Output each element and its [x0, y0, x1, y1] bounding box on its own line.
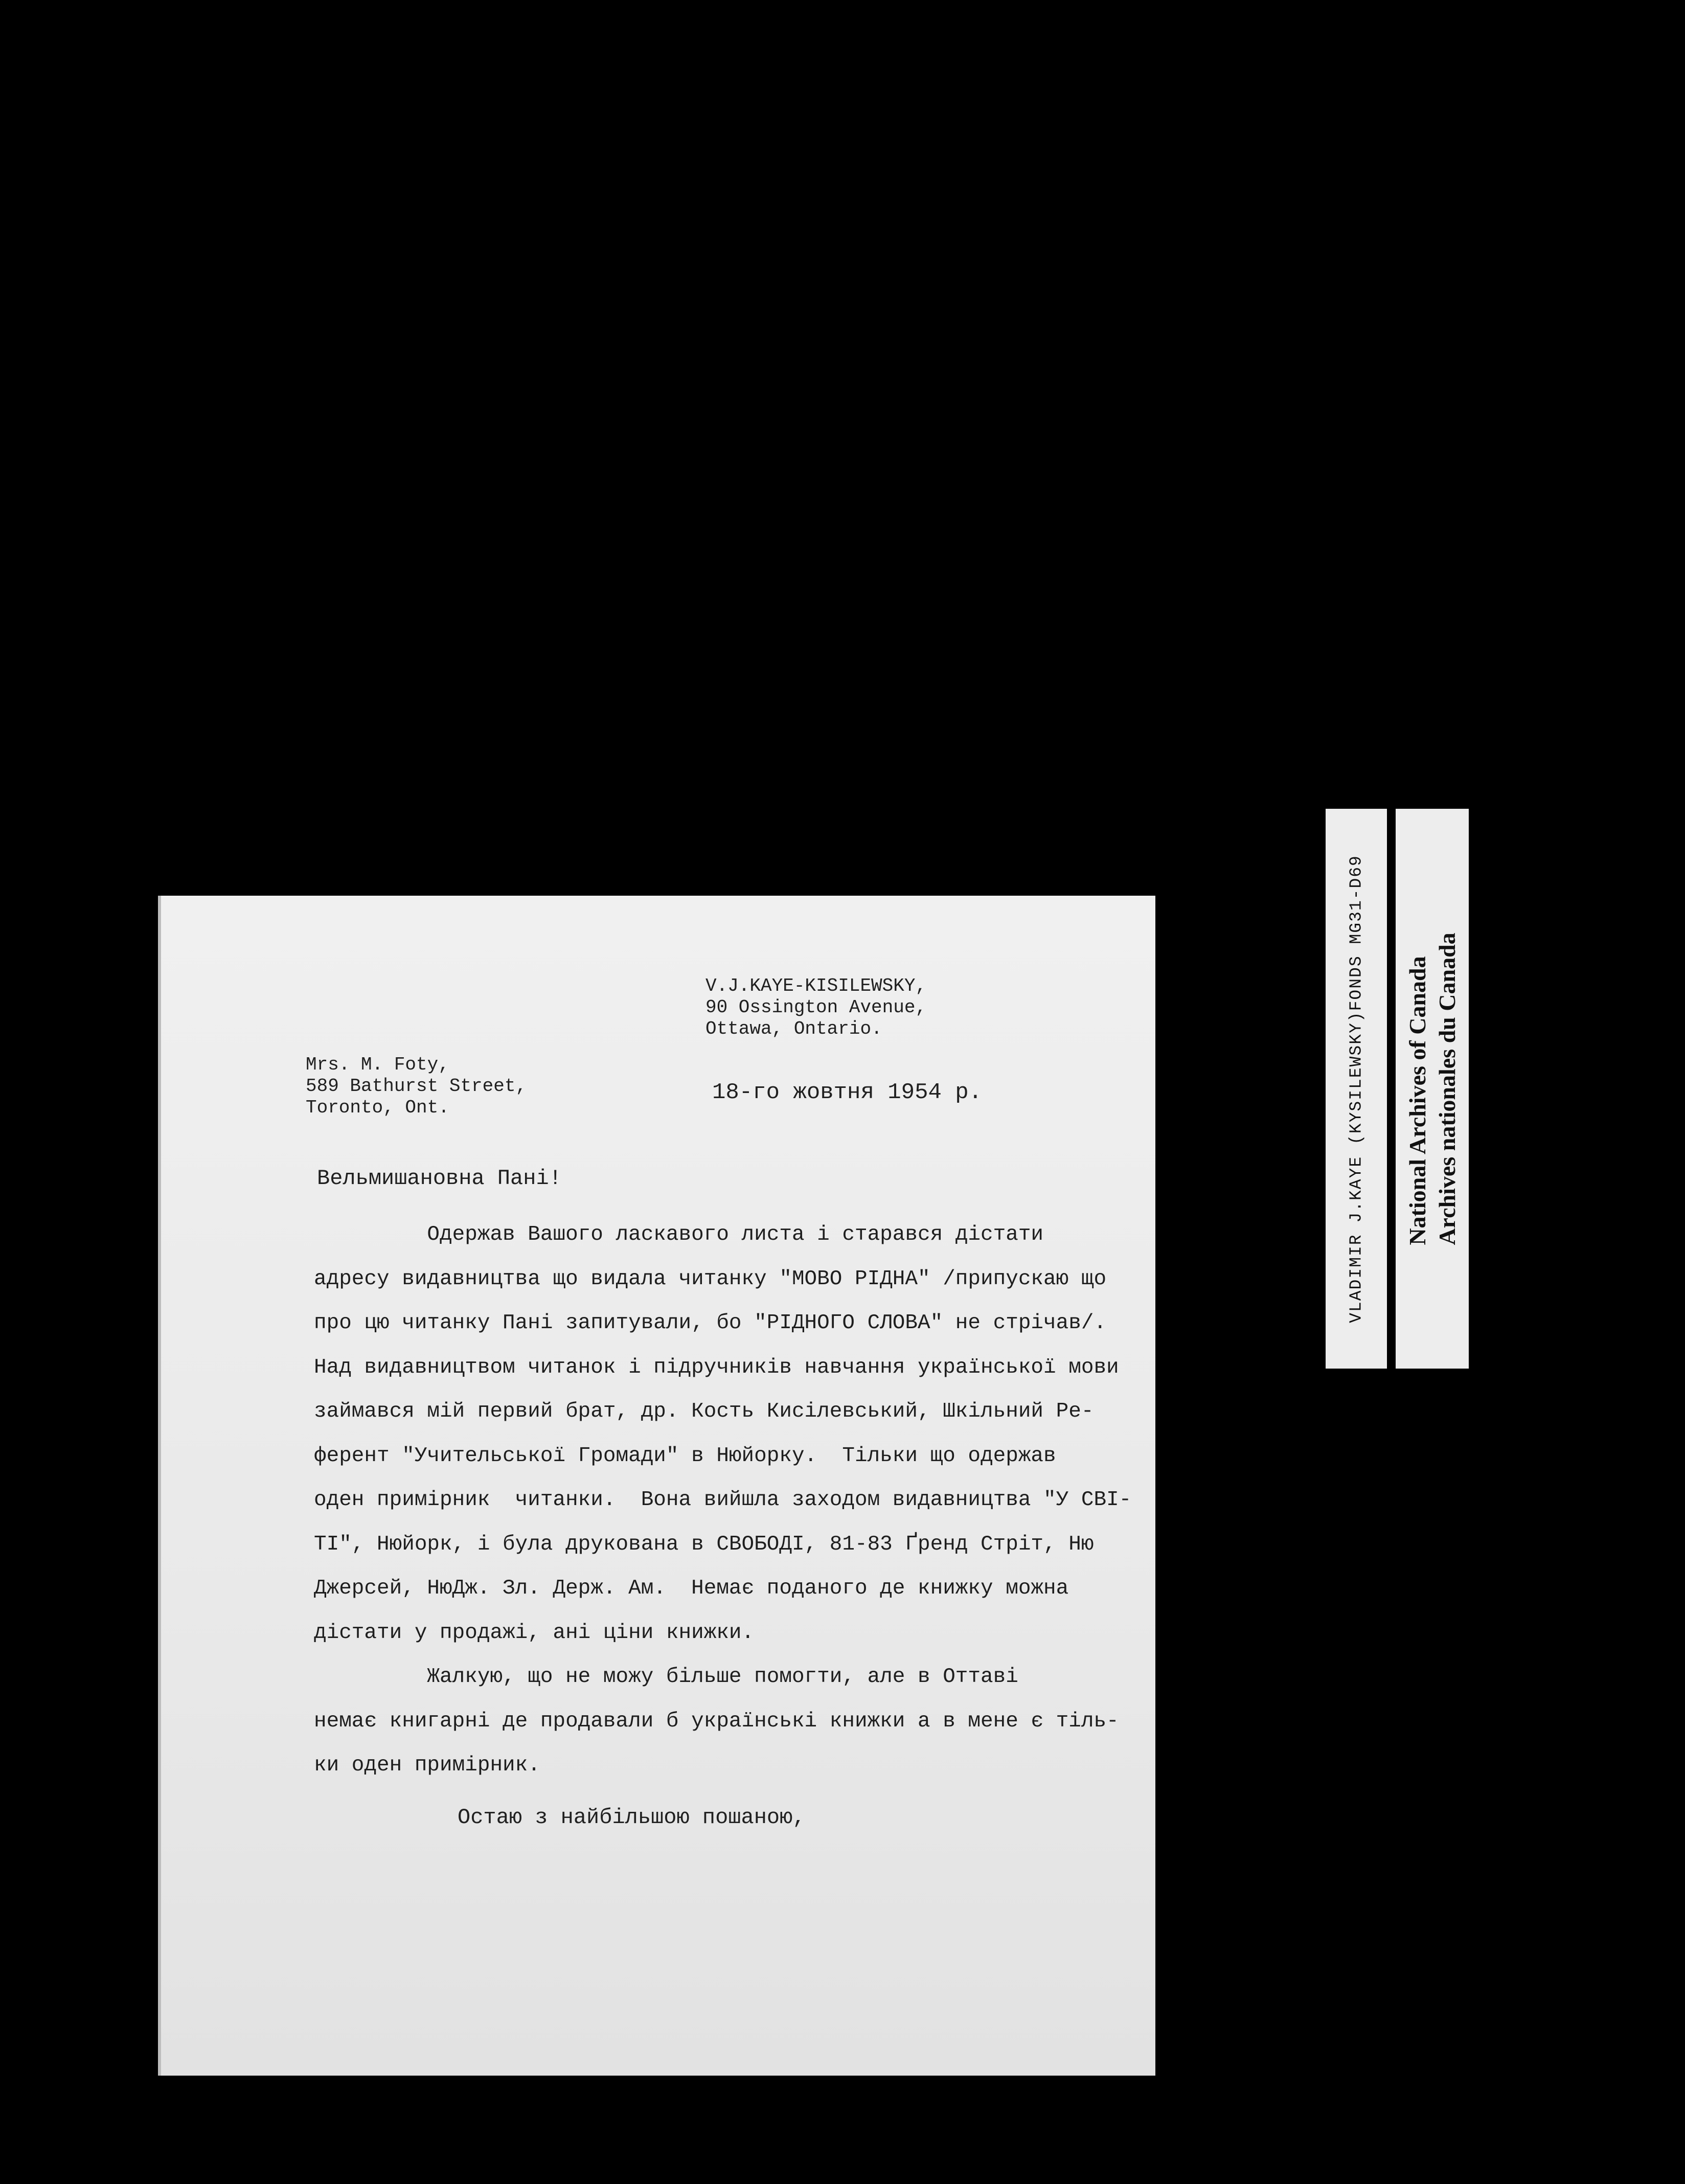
sender-address: V.J.KAYE-KISILEWSKY, 90 Ossington Avenue, Ottawa, Ontario.: [705, 975, 927, 1039]
closing: Остаю з найбільшою пошаною,: [458, 1805, 806, 1830]
archive-stamp-label: [1396, 809, 1469, 1369]
fonds-text: VLADIMIR J.KAYE (KYSILEWSKY)FONDS MG31-D69: [1347, 854, 1366, 1323]
letter-body: Одержав Вашого ласкавого листа і старався дістати адресу видавництва що видала читанку "МОВО РІДНА" /припускаю що про цю читанку Пані запитували, бо "РІДНОГО СЛОВА" не стрічав/. Над видавництвом читанок і підручників навчання української мови займався мій первий брат, др. Кость Кисілевський, Шкільний Ре- ферент "Учительської Громади" в Нюйорку. Тільки що одержав оден примірник читанки. Вона вийшла заходом видавництва "У СВІ- ТІ", Нюйорк, і була друкована в СВОБОДІ, 81-83 Ґренд Стріт, Ню Джерсей, НюДж. Зл. Держ. Ам. Немає поданого де книжку можна дістати у продажі, ані ціни книжки. Жалкую, що не можу більше помогти, але в Оттаві немає книгарні де продавали б українські книжки а в мене є тіль- ки оден примірник.: [314, 1223, 1132, 1777]
archive-fonds-label: [1326, 809, 1387, 1369]
recipient-address: Mrs. M. Foty, 589 Bathurst Street, Toronto, Ont.: [306, 1054, 527, 1118]
archive-name: [1403, 932, 1462, 1245]
archive-name-en: National Archives of Canada: [1404, 956, 1430, 1245]
archive-name-fr: Archives nationales du Canada: [1433, 932, 1460, 1245]
salutation: Вельмишановна Пані!: [317, 1166, 562, 1191]
letter-date: 18-го жовтня 1954 р.: [712, 1080, 983, 1105]
